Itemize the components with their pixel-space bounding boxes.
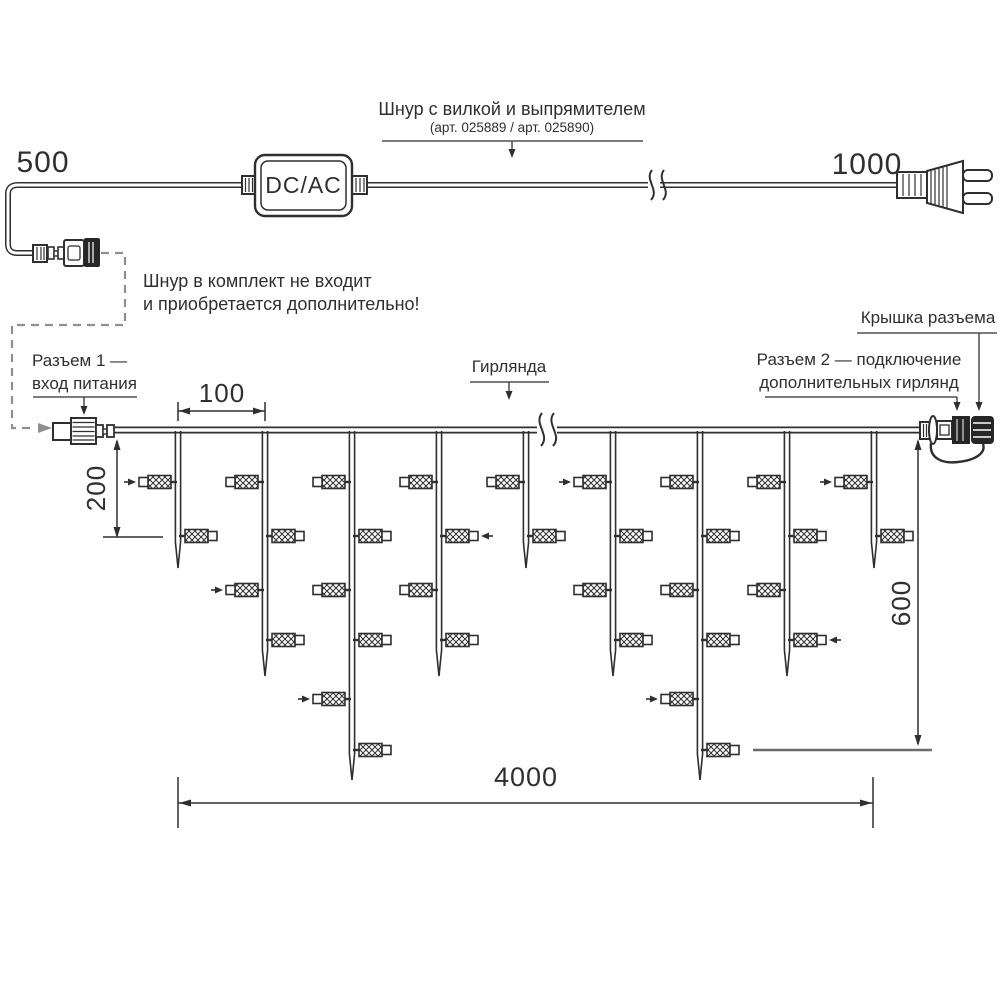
garland-drop — [487, 431, 565, 568]
garland-drop — [748, 431, 841, 676]
garland-drops — [124, 431, 913, 780]
connector1-label-line1: Разъем 1 — — [32, 351, 128, 370]
dim-label-500: 500 — [16, 146, 70, 179]
mains-plug — [897, 161, 992, 213]
cord-note-line2: и приобретается дополнительно! — [143, 293, 420, 314]
dim-label-200: 200 — [81, 464, 111, 512]
power-cord-connector — [33, 238, 100, 267]
garland-drop — [646, 431, 739, 780]
garland-drop — [298, 431, 391, 780]
dashed-route — [12, 253, 125, 433]
garland-drop — [559, 431, 652, 676]
adapter-label: DC/AC — [265, 172, 342, 198]
dim-label-1000: 1000 — [831, 148, 903, 181]
cord-subtitle: (арт. 025889 / арт. 025890) — [429, 120, 595, 135]
garland-drop — [124, 431, 217, 568]
garland-drop — [211, 431, 304, 676]
garland-connector-1 — [53, 418, 114, 444]
garland-wire — [113, 413, 920, 446]
garland-drop — [820, 431, 913, 568]
cap-label: Крышка разъема — [860, 308, 996, 327]
garland-drop — [400, 431, 493, 676]
dim-label-600: 600 — [886, 579, 916, 627]
connector2-label — [752, 349, 966, 394]
garland-connector-2 — [920, 416, 994, 462]
dim-label-4000: 4000 — [493, 762, 559, 792]
connector2-label-line1: Разъем 2 — подключение — [756, 350, 962, 369]
garland-label: Гирлянда — [471, 357, 547, 376]
connector1-label-line2: вход питания — [32, 373, 137, 393]
connector1-label — [32, 350, 137, 395]
power-cord — [8, 170, 897, 253]
cord-note — [143, 270, 420, 315]
connector2-label-line2: дополнительных гирлянд — [759, 372, 959, 392]
cord-title: Шнур с вилкой и выпрямителем — [378, 99, 646, 119]
cord-note-line1: Шнур в комплект не входит — [143, 271, 372, 291]
dim-label-100: 100 — [198, 378, 246, 408]
